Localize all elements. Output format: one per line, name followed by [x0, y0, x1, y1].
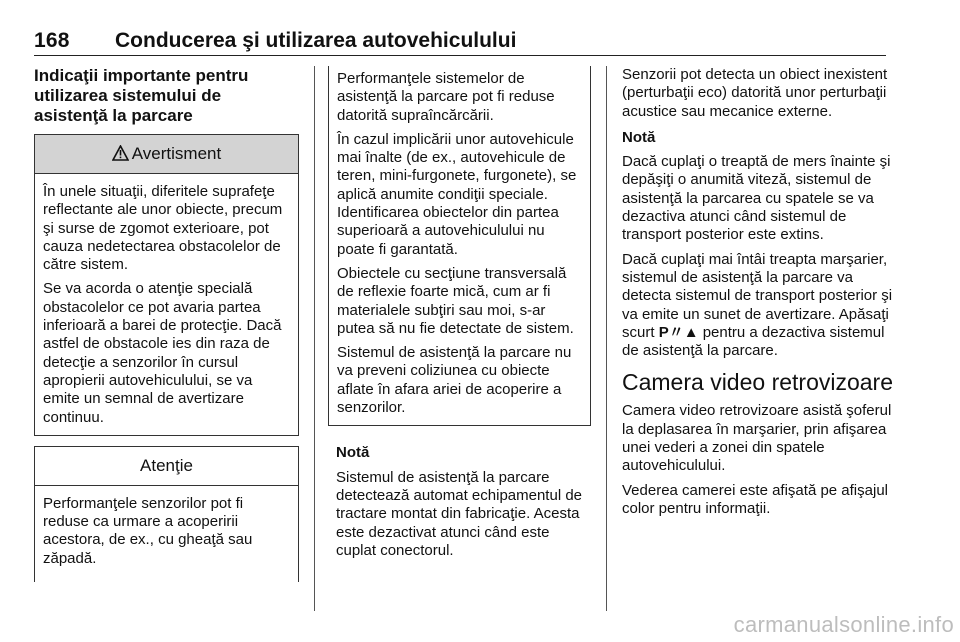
parking-assist-button-icon: P〃▲ [658, 323, 699, 341]
column-2 [314, 66, 591, 566]
caution-box-header [35, 447, 298, 486]
caution-continued-body [329, 66, 590, 425]
paragraph [622, 251, 896, 361]
caution-title: Atenţie [140, 455, 193, 475]
paragraph-text: Dacă cuplaţi mai întâi treapta marşarier, sistemul de asistenţă la parcare va detecta sistemul de transport posterior şi va emite un sunet de avertizare. Apăsaţi scurt [622, 250, 893, 341]
note-text: Sistemul de asistenţă la parcare detectează automat echipamentul de tractare montat din fabricaţie. Acesta este dezactivat atunci când este cuplat conectorul. [336, 468, 582, 559]
warning-title: Avertisment [131, 144, 222, 163]
warning-triangle-icon [112, 145, 129, 161]
warning-box [34, 134, 299, 436]
warning-paragraph: Se va acorda o atenţie specială obstacolelor ce pot avaria partea inferioară a barei de protecţie. Dacă astfel de obstacole ies din raza de detecţie a senzorilor în cursul apropierii autovehiculului, se va emite un semnal de avertizare continuu. [43, 280, 282, 426]
caution-box-continued [328, 66, 591, 426]
caution-box-body [35, 486, 298, 582]
caution-paragraph: Obiectele cu secţiune transversală de reflexie foarte mică, cum ar fi materialele subţiri sau moi, s-ar putea să nu fie detectate de sistem. [337, 264, 574, 337]
note-block [336, 444, 591, 560]
watermark: carmanualsonline.info [733, 612, 954, 637]
warning-box-body [35, 174, 298, 435]
note-label: Notă [622, 128, 656, 146]
caution-box [34, 446, 299, 582]
warning-box-header [35, 135, 298, 174]
caution-paragraph: În cazul implicării unor autovehicule mai înalte (de ex., autovehicule de teren, mini-furgonete, furgonete), se aplică anumite condiţii speciale. Identificarea obiectelor din partea superioară a autovehiculului nu poate fi garantată. [337, 130, 577, 258]
section-heading: Camera video retrovizoare [622, 369, 894, 396]
chapter-title: Conducerea şi utilizarea autovehiculului [115, 29, 517, 52]
paragraph: Vederea camerei este afişată pe afişajul color pentru informaţii. [622, 481, 888, 517]
caution-paragraph: Sistemul de asistenţă la parcare nu va preveni coliziunea cu obiecte aflate în afara ariei de acoperire a senzorilor. [337, 344, 572, 417]
column-3 [606, 66, 896, 524]
note-text: Dacă cuplaţi o treaptă de mers înainte şi depăşiţi o anumită viteză, sistemul de asistenţă la parcarea cu spatele se va dezactiva atunci când sistemul de transport posterior este extins. [622, 153, 891, 244]
paragraph-text: pentru a dezactiva sistemul de asistenţă la parcare. [622, 323, 885, 360]
column-1 [34, 66, 299, 582]
note-label: Notă [336, 444, 370, 462]
page-number: 168 [34, 29, 70, 52]
paragraph: Camera video retrovizoare asistă şoferul la deplasarea în marşarier, prin afişarea unei vederi a zonei din spatele autovehiculului. [622, 402, 892, 475]
paragraph: Senzorii pot detecta un obiect inexistent (perturbaţii eco) datorită unor perturbaţii acustice sau mecanice externe. [622, 66, 888, 120]
caution-paragraph: Performanţele sistemelor de asistenţă la parcare pot fi reduse datorită supraîncărcării. [337, 70, 555, 124]
section-subheading: Indicaţii importante pentru utilizarea sistemului de asistenţă la parcare [34, 66, 249, 125]
warning-paragraph: În unele situaţii, diferitele suprafeţe reflectante ale unor obiecte, precum şi surse de zgomot exterioare, pot cauza nedetectarea obstacolelor de către sistem. [43, 183, 283, 274]
caution-paragraph: Performanţele senzorilor pot fi reduse ca urmare a acoperirii acestora, de ex., cu gheaţă sau zăpadă. [43, 494, 253, 567]
column-3-content [606, 66, 896, 518]
header-rule [34, 55, 886, 56]
